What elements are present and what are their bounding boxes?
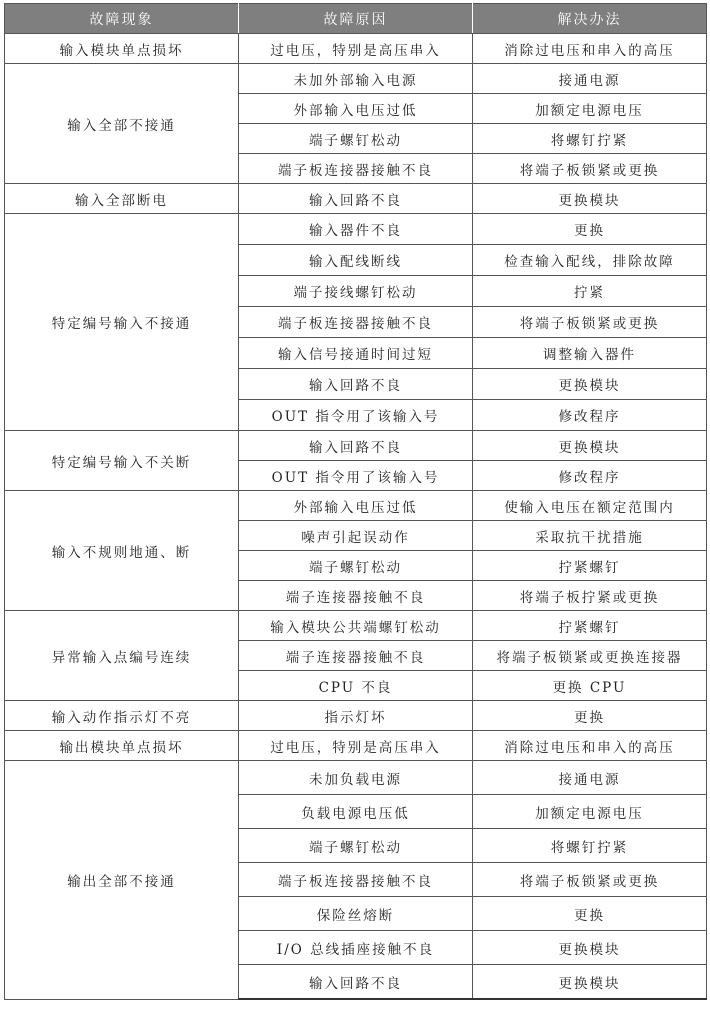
cause-cell: OUT 指令用了该输入号 xyxy=(239,400,473,431)
table-header xyxy=(5,4,707,34)
symptom-cell: 输入动作指示灯不亮 xyxy=(5,701,239,731)
cause-cell: 指示灯坏 xyxy=(239,701,473,731)
cause-cell: 保险丝熔断 xyxy=(239,897,473,931)
solution-cell: 拧紧 xyxy=(473,276,707,307)
symptom-cell: 输入全部断电 xyxy=(5,184,239,214)
cause-cell: 负载电源电压低 xyxy=(239,795,473,829)
symptom-cell: 输入不规则地通、断 xyxy=(5,491,239,611)
cause-cell: 端子连接器接触不良 xyxy=(239,581,473,611)
cause-cell: OUT 指令用了该输入号 xyxy=(239,461,473,491)
table-row xyxy=(5,761,707,795)
cause-cell: 外部输入电压过低 xyxy=(239,491,473,521)
cause-cell: 端子螺钉松动 xyxy=(239,551,473,581)
solution-cell: 使输入电压在额定范围内 xyxy=(473,491,707,521)
solution-cell: 更换 xyxy=(473,897,707,931)
solution-cell: 消除过电压和串入的高压 xyxy=(473,34,707,64)
table-row xyxy=(5,214,707,245)
table-row xyxy=(5,431,707,461)
cause-cell: 噪声引起误动作 xyxy=(239,521,473,551)
solution-cell: 将螺钉拧紧 xyxy=(473,829,707,863)
solution-cell: 将端子板锁紧或更换 xyxy=(473,154,707,184)
cause-cell: 未加外部输入电源 xyxy=(239,64,473,94)
solution-cell: 接通电源 xyxy=(473,64,707,94)
solution-cell: 消除过电压和串入的高压 xyxy=(473,731,707,761)
cause-cell: 外部输入电压过低 xyxy=(239,94,473,124)
table-row xyxy=(5,731,707,761)
solution-cell: 采取抗干扰措施 xyxy=(473,521,707,551)
solution-cell: 更换模块 xyxy=(473,431,707,461)
cause-cell: 端子螺钉松动 xyxy=(239,124,473,154)
cause-cell: 输入回路不良 xyxy=(239,965,473,1000)
solution-cell: 拧紧螺钉 xyxy=(473,551,707,581)
solution-cell: 修改程序 xyxy=(473,400,707,431)
header-cause: 故障原因 xyxy=(239,4,473,34)
table-body xyxy=(5,34,707,1000)
cause-cell: 输入信号接通时间过短 xyxy=(239,338,473,369)
solution-cell: 将端子板锁紧或更换连接器 xyxy=(473,641,707,671)
cause-cell: 输入配线断线 xyxy=(239,245,473,276)
symptom-cell: 输入模块单点损坏 xyxy=(5,34,239,64)
cause-cell: 端子板连接器接触不良 xyxy=(239,863,473,897)
symptom-cell: 异常输入点编号连续 xyxy=(5,611,239,701)
solution-cell: 更换模块 xyxy=(473,369,707,400)
cause-cell: 端子连接器接触不良 xyxy=(239,641,473,671)
table-row xyxy=(5,34,707,64)
table-row xyxy=(5,701,707,731)
solution-cell: 将端子板锁紧或更换 xyxy=(473,863,707,897)
troubleshooting-table xyxy=(4,3,707,1000)
solution-cell: 修改程序 xyxy=(473,461,707,491)
solution-cell: 接通电源 xyxy=(473,761,707,795)
cause-cell: 未加负载电源 xyxy=(239,761,473,795)
table-row xyxy=(5,611,707,641)
cause-cell: I/O 总线插座接触不良 xyxy=(239,931,473,965)
cause-cell: 输入器件不良 xyxy=(239,214,473,245)
solution-cell: 拧紧螺钉 xyxy=(473,611,707,641)
solution-cell: 更换 xyxy=(473,214,707,245)
solution-cell: 更换模块 xyxy=(473,931,707,965)
cause-cell: 输入回路不良 xyxy=(239,369,473,400)
solution-cell: 更换 xyxy=(473,701,707,731)
cause-cell: 端子板连接器接触不良 xyxy=(239,154,473,184)
solution-cell: 加额定电源电压 xyxy=(473,795,707,829)
table-row xyxy=(5,184,707,214)
symptom-cell: 特定编号输入不关断 xyxy=(5,431,239,491)
solution-cell: 更换模块 xyxy=(473,184,707,214)
symptom-cell: 输出模块单点损坏 xyxy=(5,731,239,761)
solution-cell: 将端子板锁紧或更换 xyxy=(473,307,707,338)
symptom-cell: 输入全部不接通 xyxy=(5,64,239,184)
solution-cell: 将螺钉拧紧 xyxy=(473,124,707,154)
table-row xyxy=(5,64,707,94)
cause-cell: 端子接线螺钉松动 xyxy=(239,276,473,307)
cause-cell: 端子螺钉松动 xyxy=(239,829,473,863)
cause-cell: 输入模块公共端螺钉松动 xyxy=(239,611,473,641)
cause-cell: CPU 不良 xyxy=(239,671,473,701)
header-symptom: 故障现象 xyxy=(5,4,239,34)
solution-cell: 更换 CPU xyxy=(473,671,707,701)
solution-cell: 将端子板拧紧或更换 xyxy=(473,581,707,611)
solution-cell: 更换模块 xyxy=(473,965,707,1000)
solution-cell: 加额定电源电压 xyxy=(473,94,707,124)
troubleshooting-table-container xyxy=(4,3,706,1000)
solution-cell: 检查输入配线，排除故障 xyxy=(473,245,707,276)
symptom-cell: 特定编号输入不接通 xyxy=(5,214,239,431)
cause-cell: 输入回路不良 xyxy=(239,184,473,214)
header-row xyxy=(5,4,707,34)
table-row xyxy=(5,491,707,521)
cause-cell: 过电压，特别是高压串入 xyxy=(239,34,473,64)
header-solution: 解决办法 xyxy=(473,4,707,34)
symptom-cell: 输出全部不接通 xyxy=(5,761,239,1000)
cause-cell: 过电压，特别是高压串入 xyxy=(239,731,473,761)
cause-cell: 端子板连接器接触不良 xyxy=(239,307,473,338)
cause-cell: 输入回路不良 xyxy=(239,431,473,461)
solution-cell: 调整输入器件 xyxy=(473,338,707,369)
